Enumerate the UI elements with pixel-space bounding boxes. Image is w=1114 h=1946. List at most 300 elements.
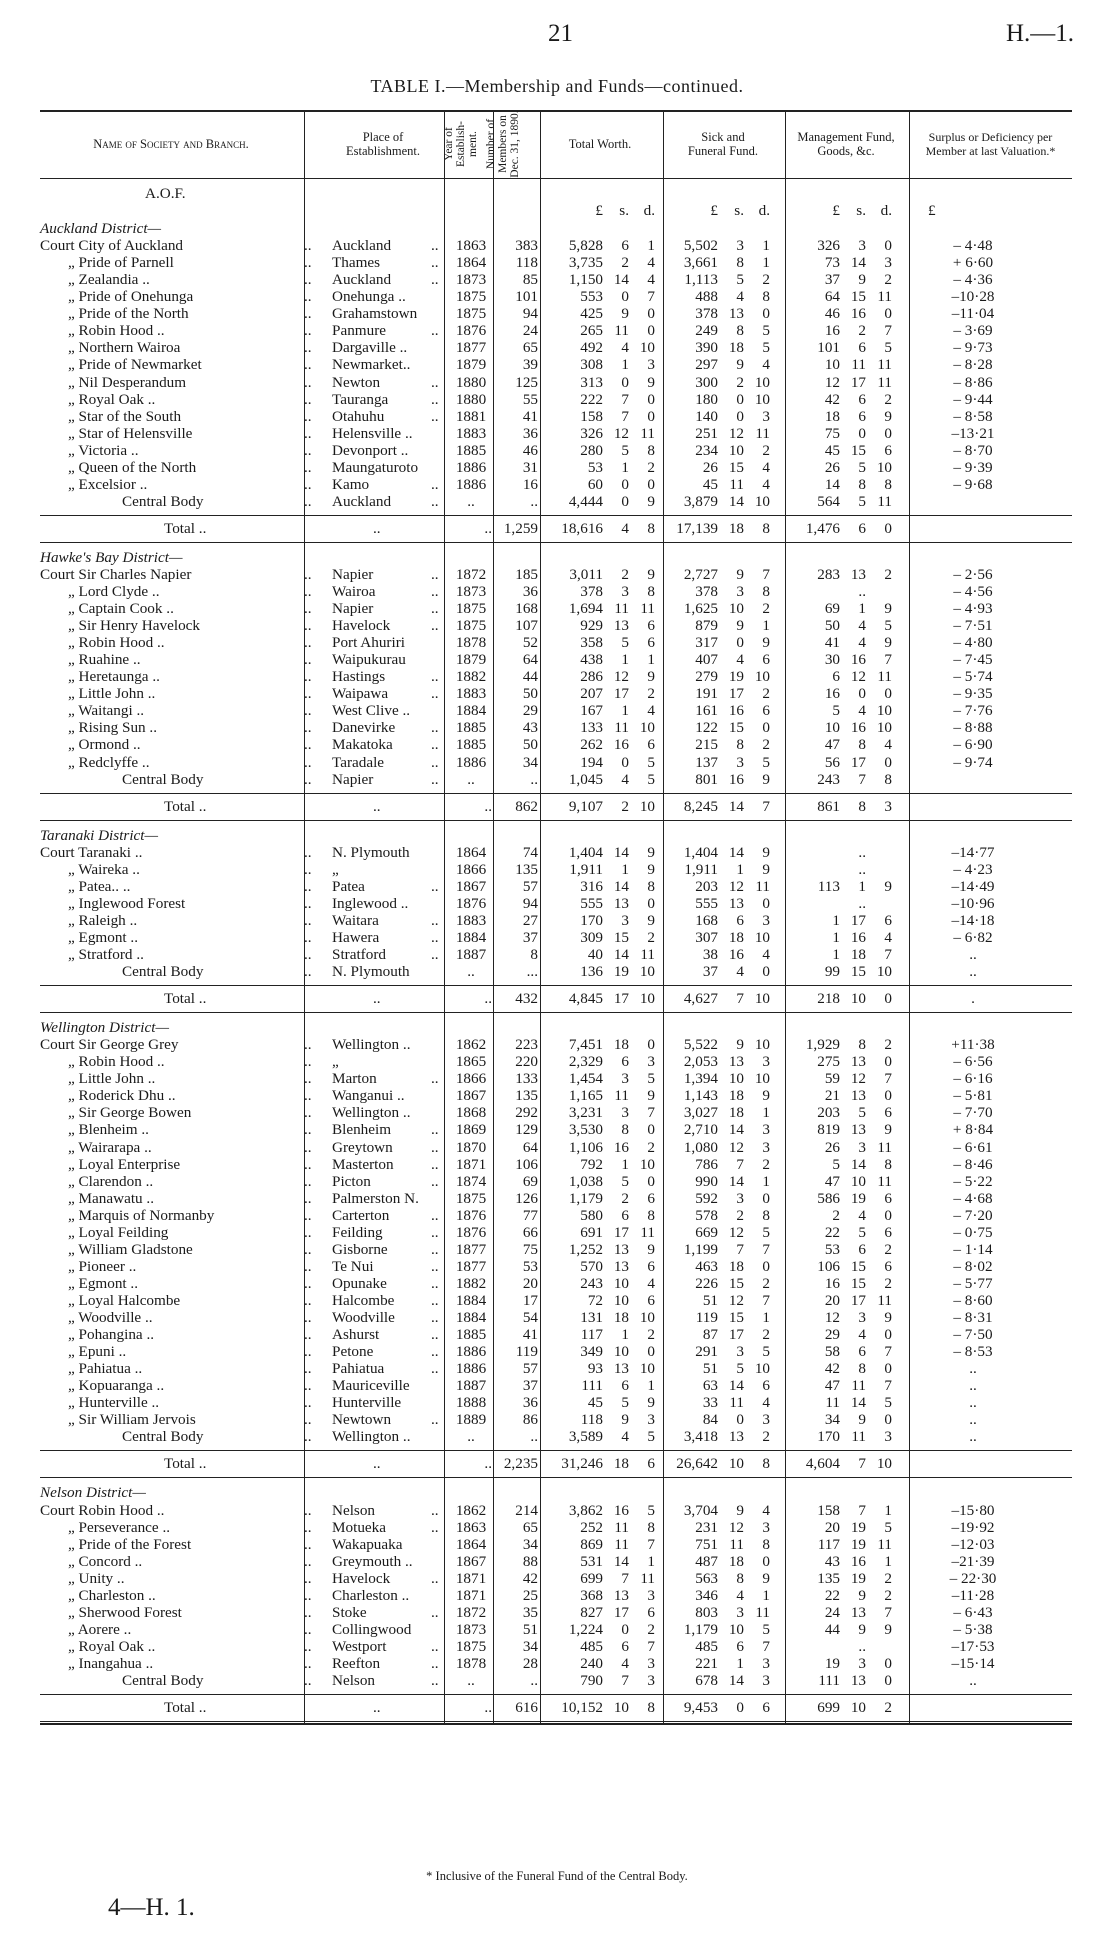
branch-management	[792, 1672, 907, 1690]
branch-total-worth	[555, 617, 665, 635]
leader-dots: ..	[304, 1394, 312, 1412]
branch-total-worth-pounds: 2,329	[568, 1053, 603, 1071]
branch-surplus: – 5·74	[953, 668, 993, 686]
branch-row	[40, 374, 1072, 392]
branch-management-pounds: 26	[824, 458, 840, 476]
branch-total-worth-pounds: 308	[580, 356, 603, 374]
place-dots: ..	[431, 911, 439, 929]
branch-sick-funeral	[670, 634, 785, 652]
branch-management-pounds: 50	[824, 617, 840, 635]
district-heading	[40, 549, 1072, 567]
total-management-pounds: 861	[817, 797, 840, 815]
branch-management-pounds: 26	[824, 1138, 840, 1156]
branch-year: 1877	[455, 1240, 487, 1258]
branch-place: Wellington ..	[332, 1104, 411, 1122]
branch-sick-funeral	[670, 1087, 785, 1105]
branch-name: „ Unity ..	[68, 1569, 125, 1587]
branch-sick-funeral-pence: 10	[754, 668, 770, 686]
branch-total-worth	[555, 493, 665, 511]
total-worth-pence: 8	[647, 1699, 655, 1716]
branch-year: 1879	[455, 651, 487, 669]
branch-sick-funeral-pounds: 300	[695, 373, 718, 391]
branch-row	[40, 1394, 1072, 1412]
branch-name: „ William Gladstone	[68, 1240, 193, 1258]
branch-management-shillings: 12	[850, 668, 866, 686]
branch-total-worth-pence: 0	[647, 305, 655, 323]
unit-pound: £	[595, 202, 603, 219]
branch-year: ..	[467, 1672, 475, 1689]
branch-total-worth-shillings: 14	[613, 271, 629, 289]
branch-management-pence: 0	[884, 753, 892, 771]
branch-sick-funeral-pence: 3	[762, 1138, 770, 1156]
column-rule	[909, 110, 910, 1723]
branch-year: 1864	[455, 843, 487, 861]
branch-sick-funeral-shillings: 11	[729, 1535, 744, 1553]
branch-sick-funeral-pence: 7	[762, 1291, 770, 1309]
branch-total-worth-pence: 7	[647, 1535, 655, 1553]
branch-sick-funeral-pounds: 168	[695, 911, 718, 929]
branch-management-shillings: 17	[850, 1291, 866, 1309]
branch-total-worth	[555, 1292, 665, 1310]
total-management-pence: 2	[884, 1699, 892, 1716]
branch-members: 25	[522, 1586, 538, 1604]
branch-sick-funeral	[670, 1655, 785, 1673]
total-sick-funeral-pence: 8	[762, 519, 770, 537]
leader-dots: ..	[304, 651, 312, 669]
branch-total-worth	[555, 1570, 665, 1588]
branch-surplus: – 5·38	[953, 1620, 993, 1638]
place-dots: ..	[431, 1172, 439, 1190]
branch-management-shillings: 16	[850, 651, 866, 669]
place-dots: ..	[431, 1155, 439, 1173]
branch-total-worth-shillings: 17	[613, 1223, 629, 1241]
branch-year: 1885	[455, 441, 487, 459]
branch-management-pounds: 586	[817, 1189, 840, 1207]
leader-dots: ..	[304, 288, 312, 306]
unit-pound: £	[832, 202, 840, 219]
branch-sick-funeral	[670, 442, 785, 460]
branch-sick-funeral-pounds: 297	[695, 356, 718, 374]
branch-sick-funeral-shillings: 16	[728, 946, 744, 963]
branch-management-pence: 11	[877, 492, 892, 510]
branch-place: Ashurst	[332, 1326, 380, 1343]
branch-total-worth-shillings: 8	[621, 1121, 629, 1139]
branch-management	[792, 459, 907, 477]
branch-name: „ Woodville ..	[68, 1309, 153, 1326]
branch-total-worth-shillings: 7	[621, 407, 629, 425]
branch-total-worth-pence: 1	[647, 237, 655, 254]
branch-row	[40, 685, 1072, 703]
branch-place: Wanganui ..	[332, 1087, 405, 1105]
branch-management-pounds: 18	[824, 407, 840, 425]
leader-dots: ..	[304, 1257, 312, 1275]
branch-management	[792, 1121, 907, 1139]
branch-name: „ Clarendon ..	[68, 1172, 154, 1190]
branch-total-worth-pence: 7	[647, 1637, 655, 1655]
branch-sick-funeral-pounds: 803	[695, 1603, 718, 1621]
branch-members: 65	[522, 339, 538, 357]
branch-total-worth	[555, 771, 665, 789]
branch-management	[792, 1224, 907, 1242]
branch-sick-funeral	[670, 844, 785, 862]
branch-sick-funeral-pence: 8	[762, 1535, 770, 1553]
branch-total-worth-pence: 5	[647, 770, 655, 788]
total-sick-funeral-pence: 6	[762, 1699, 770, 1716]
branch-management-pence: 9	[884, 1121, 892, 1139]
branch-sick-funeral-pence: 2	[762, 685, 770, 703]
branch-management-pence: 11	[877, 1535, 892, 1553]
leader-dots: ..	[304, 1428, 312, 1446]
branch-management-shillings: 4	[858, 1206, 866, 1224]
branch-members: 51	[522, 1620, 538, 1638]
branch-sick-funeral	[670, 929, 785, 947]
leader-dots: ..	[304, 702, 312, 720]
branch-year: 1865	[455, 1053, 487, 1071]
branch-members: 27	[522, 911, 538, 929]
branch-sick-funeral-shillings: 12	[728, 1518, 744, 1536]
branch-management-pence: 6	[884, 441, 892, 459]
branch-members: 88	[522, 1552, 538, 1570]
branch-management-shillings: 1	[858, 877, 866, 895]
branch-management-pence: 10	[876, 963, 892, 980]
header-surplus: Surplus or Deficiency per Member at last Valuation.*	[925, 130, 1056, 158]
branch-name: „ Royal Oak ..	[68, 390, 156, 408]
branch-members: 50	[522, 685, 538, 703]
leader-dots: ..	[304, 1603, 312, 1621]
branch-total-worth	[555, 374, 665, 392]
page-reference-top: H.—1.	[1006, 20, 1075, 47]
branch-management-pounds: 99	[824, 963, 840, 980]
branch-sick-funeral-pounds: 161	[695, 702, 718, 720]
branch-total-worth-shillings: 18	[613, 1036, 629, 1054]
place-dots: ..	[431, 237, 439, 254]
branch-management-pence: 0	[884, 1654, 892, 1672]
place-dots: ..	[431, 668, 439, 686]
branch-sick-funeral-pounds: 1,113	[684, 271, 718, 289]
branch-management-shillings: 11	[851, 356, 866, 374]
branch-members: 28	[522, 1654, 538, 1672]
branch-total-worth	[555, 425, 665, 443]
branch-management-pounds: 69	[824, 600, 840, 618]
branch-management-shillings: 19	[850, 1569, 866, 1587]
branch-sick-funeral-shillings: 3	[736, 237, 744, 254]
branch-management-shillings: ..	[858, 894, 866, 912]
branch-management	[792, 1070, 907, 1088]
branch-management-pence: 0	[884, 237, 892, 254]
total-label: Total ..	[164, 1699, 207, 1716]
branch-members: 135	[515, 860, 538, 878]
branch-total-worth-pence: 6	[647, 1189, 655, 1207]
total-rule-bottom	[40, 820, 1072, 821]
branch-sick-funeral-shillings: 12	[728, 1138, 744, 1156]
branch-name: „ Concord ..	[68, 1552, 143, 1570]
branch-name: „ Queen of the North	[68, 458, 197, 476]
branch-name: „ Loyal Feilding	[68, 1223, 169, 1241]
place-dots: ..	[431, 1343, 439, 1361]
branch-place: Wellington ..	[332, 1428, 411, 1446]
branch-place: Collingwood	[332, 1620, 412, 1638]
branch-year: 1887	[455, 1377, 487, 1395]
branch-total-worth-pence: 6	[647, 1257, 655, 1275]
page-number: 21	[548, 20, 573, 47]
branch-management-pounds: 45	[824, 441, 840, 459]
branch-total-worth	[555, 1638, 665, 1656]
branch-total-worth-shillings: 11	[614, 1535, 629, 1553]
branch-sick-funeral-pence: 1	[762, 1172, 770, 1190]
branch-total-worth	[555, 1655, 665, 1673]
branch-management-shillings: 13	[850, 1603, 866, 1621]
branch-management-pence: 0	[884, 1087, 892, 1105]
branch-sick-funeral-pounds: 1,199	[683, 1240, 718, 1258]
branch-name: „ Zealandia ..	[68, 271, 150, 289]
header-place: Place of Establishment.	[346, 130, 420, 158]
place-dots: ..	[431, 492, 439, 510]
branch-total-worth-pounds: 316	[580, 877, 603, 895]
total-management	[792, 1699, 907, 1717]
unit-shilling: s.	[734, 202, 744, 219]
branch-sick-funeral	[670, 895, 785, 913]
branch-total-worth-pence: 9	[647, 492, 655, 510]
branch-surplus: – 7·20	[953, 1206, 993, 1224]
place-dots: ..	[431, 390, 439, 408]
branch-management	[792, 237, 907, 255]
branch-management-shillings: 19	[850, 1535, 866, 1553]
branch-management-pence: 6	[884, 911, 892, 929]
branch-management-pounds: 56	[824, 753, 840, 771]
branch-name: „ Ormond ..	[68, 736, 141, 754]
branch-members: 94	[522, 894, 538, 912]
branch-sick-funeral	[670, 425, 785, 443]
branch-total-worth	[555, 963, 665, 981]
branch-row	[40, 1604, 1072, 1622]
leader-dots: ..	[304, 373, 312, 391]
branch-total-worth	[555, 1621, 665, 1639]
branch-management-pounds: 326	[817, 237, 840, 254]
branch-sick-funeral-shillings: 18	[728, 339, 744, 357]
branch-members: ..	[530, 770, 538, 788]
leader-dots: ..	[304, 770, 312, 788]
branch-row	[40, 1121, 1072, 1139]
branch-sick-funeral-pounds: 291	[695, 1343, 718, 1361]
branch-row	[40, 1326, 1072, 1344]
branch-surplus: – 8·60	[953, 1291, 993, 1309]
branch-row	[40, 1621, 1072, 1639]
place-dots: ..	[431, 1326, 439, 1343]
branch-sick-funeral-shillings: 14	[728, 1172, 744, 1190]
branch-members: 39	[522, 356, 538, 374]
branch-members: 54	[522, 1309, 538, 1326]
branch-sick-funeral-shillings: 4	[736, 963, 744, 980]
branch-surplus: – 5·22	[953, 1172, 993, 1190]
branch-total-worth	[555, 1519, 665, 1537]
total-rule-top	[40, 1450, 1072, 1451]
society-label: A.O.F.	[145, 185, 186, 202]
branch-year: 1875	[455, 600, 487, 618]
total-sick-funeral-pounds: 8,245	[683, 797, 718, 815]
branch-management-pounds: 170	[817, 1428, 840, 1446]
branch-name: „ Little John ..	[68, 1070, 156, 1088]
branch-name: „ Kopuaranga ..	[68, 1377, 165, 1395]
bottom-rule	[40, 1723, 1072, 1725]
branch-total-worth-shillings: 2	[621, 566, 629, 583]
branch-name: „ Pioneer ..	[68, 1257, 137, 1275]
branch-year: 1876	[455, 1223, 487, 1241]
branch-sick-funeral	[670, 288, 785, 306]
branch-management-shillings: 8	[858, 1036, 866, 1054]
branch-place: Blenheim	[332, 1121, 392, 1139]
branch-total-worth-pence: 0	[647, 1036, 655, 1054]
branch-management-pounds: 101	[817, 339, 840, 357]
branch-name: „ Lord Clyde ..	[68, 583, 160, 600]
branch-sick-funeral-shillings: 15	[728, 1309, 744, 1326]
place-dots: ..	[431, 753, 439, 771]
branch-sick-funeral-pence: 5	[762, 1620, 770, 1638]
branch-sick-funeral-pence: 1	[762, 1104, 770, 1122]
branch-sick-funeral	[670, 356, 785, 374]
branch-name: „ Rising Sun ..	[68, 719, 158, 737]
branch-total-worth-pounds: 243	[580, 1274, 603, 1292]
branch-sick-funeral-pounds: 203	[695, 877, 718, 895]
branch-management-pounds: 42	[824, 390, 840, 408]
branch-management	[792, 1275, 907, 1293]
branch-sick-funeral-pence: 10	[754, 492, 770, 510]
branch-sick-funeral-pence: 8	[762, 288, 770, 306]
total-sick-funeral-shillings: 7	[736, 990, 744, 1008]
branch-row	[40, 736, 1072, 754]
branch-total-worth-pence: 10	[639, 719, 655, 737]
branch-sick-funeral-pence: 3	[762, 1654, 770, 1672]
branch-row	[40, 583, 1072, 601]
branch-name: „ Nil Desperandum	[68, 373, 187, 391]
branch-surplus: ..	[969, 946, 977, 963]
branch-place: Napier	[332, 770, 374, 788]
branch-sick-funeral	[670, 1224, 785, 1242]
branch-year: 1880	[455, 373, 487, 391]
branch-total-worth-shillings: 13	[613, 1257, 629, 1275]
branch-sick-funeral-pence: 11	[755, 1603, 770, 1621]
branch-sick-funeral-pence: 4	[762, 475, 770, 493]
branch-sick-funeral	[670, 685, 785, 703]
branch-sick-funeral-pounds: 87	[702, 1326, 718, 1343]
branch-name: „ Pohangina ..	[68, 1326, 155, 1343]
branch-surplus: – 7·70	[953, 1104, 993, 1122]
branch-total-worth-shillings: 4	[621, 1654, 629, 1672]
place-dots: ..	[431, 928, 439, 946]
branch-place: Thames	[332, 254, 381, 272]
branch-management-pounds: 24	[824, 1603, 840, 1621]
branch-name: „ Aorere ..	[68, 1620, 132, 1638]
branch-members: 86	[522, 1411, 538, 1429]
branch-surplus: – 8·88	[953, 719, 993, 737]
total-label: Total ..	[164, 1455, 207, 1473]
branch-sick-funeral	[670, 600, 785, 618]
branch-sick-funeral-pence: 3	[762, 1672, 770, 1689]
branch-total-worth-pounds: 699	[580, 1569, 603, 1587]
branch-sick-funeral-shillings: 14	[728, 1672, 744, 1689]
branch-row	[40, 288, 1072, 306]
leader-dots: ..	[304, 305, 312, 323]
place-dots: ..	[431, 617, 439, 635]
branch-sick-funeral-pounds: 63	[702, 1377, 718, 1395]
branch-name: Central Body	[122, 963, 204, 980]
branch-management-shillings: 16	[850, 305, 866, 323]
branch-members: 16	[522, 475, 538, 493]
branch-management-shillings: 9	[858, 1586, 866, 1604]
place-dots: ..	[431, 736, 439, 754]
branch-place: Pahiatua	[332, 1360, 385, 1378]
branch-year: 1875	[455, 617, 487, 635]
total-worth-pounds: 10,152	[561, 1699, 603, 1716]
branch-name: „ Raleigh ..	[68, 911, 138, 929]
total-sick-funeral	[670, 798, 785, 816]
branch-management-pounds: 275	[817, 1053, 840, 1071]
branch-management-shillings: 15	[850, 1257, 866, 1275]
branch-sick-funeral-pounds: 33	[702, 1394, 718, 1412]
branch-name: „ Roderick Dhu ..	[68, 1087, 176, 1105]
branch-total-worth-pence: 6	[647, 736, 655, 754]
branch-sick-funeral	[670, 254, 785, 272]
branch-place: Petone	[332, 1343, 374, 1361]
branch-management-pence: 4	[884, 928, 892, 946]
branch-sick-funeral-pence: 1	[762, 237, 770, 254]
branch-total-worth-shillings: 6	[621, 1053, 629, 1071]
branch-sick-funeral	[670, 1553, 785, 1571]
branch-management-pence: 11	[877, 373, 892, 391]
branch-total-worth	[555, 1224, 665, 1242]
total-rule-top	[40, 985, 1072, 986]
branch-total-worth	[555, 566, 665, 584]
branch-management	[792, 271, 907, 289]
branch-surplus: – 9·44	[953, 390, 993, 408]
branch-place: Greymouth ..	[332, 1552, 413, 1570]
place-dots: ..	[431, 1206, 439, 1224]
branch-row	[40, 1258, 1072, 1276]
branch-total-worth-shillings: 11	[614, 322, 629, 340]
branch-sick-funeral	[670, 1070, 785, 1088]
branch-surplus: – 2·56	[953, 566, 993, 583]
branch-total-worth-shillings: 0	[621, 475, 629, 493]
branch-year: ..	[467, 1428, 475, 1446]
branch-sick-funeral	[670, 1570, 785, 1588]
branch-management	[792, 1519, 907, 1537]
branch-sick-funeral-pounds: 2,710	[683, 1121, 718, 1139]
branch-row	[40, 1036, 1072, 1054]
branch-total-worth-pounds: 326	[580, 424, 603, 442]
branch-members: 53	[522, 1257, 538, 1275]
branch-total-worth	[555, 861, 665, 879]
branch-management	[792, 651, 907, 669]
branch-name: „ Little John ..	[68, 685, 156, 703]
total-management-shillings: 7	[858, 1455, 866, 1473]
branch-members: 34	[522, 753, 538, 771]
branch-management-shillings: 14	[850, 1394, 866, 1412]
branch-surplus: – 8·28	[953, 356, 993, 374]
place-dots: ..	[431, 1501, 439, 1519]
branch-place: Tauranga	[332, 390, 389, 408]
branch-total-worth	[555, 408, 665, 426]
branch-management-shillings: 8	[858, 475, 866, 493]
branch-management-shillings: 17	[850, 373, 866, 391]
branch-row	[40, 929, 1072, 947]
branch-sick-funeral-pence: 2	[762, 271, 770, 289]
branch-management-pence: 1	[884, 1552, 892, 1570]
branch-management-shillings: 6	[858, 1240, 866, 1258]
branch-management	[792, 1326, 907, 1344]
branch-sick-funeral	[670, 617, 785, 635]
branch-sick-funeral-pounds: 1,625	[683, 600, 718, 618]
branch-sick-funeral-shillings: 8	[736, 322, 744, 340]
branch-total-worth-pounds: 368	[580, 1586, 603, 1604]
